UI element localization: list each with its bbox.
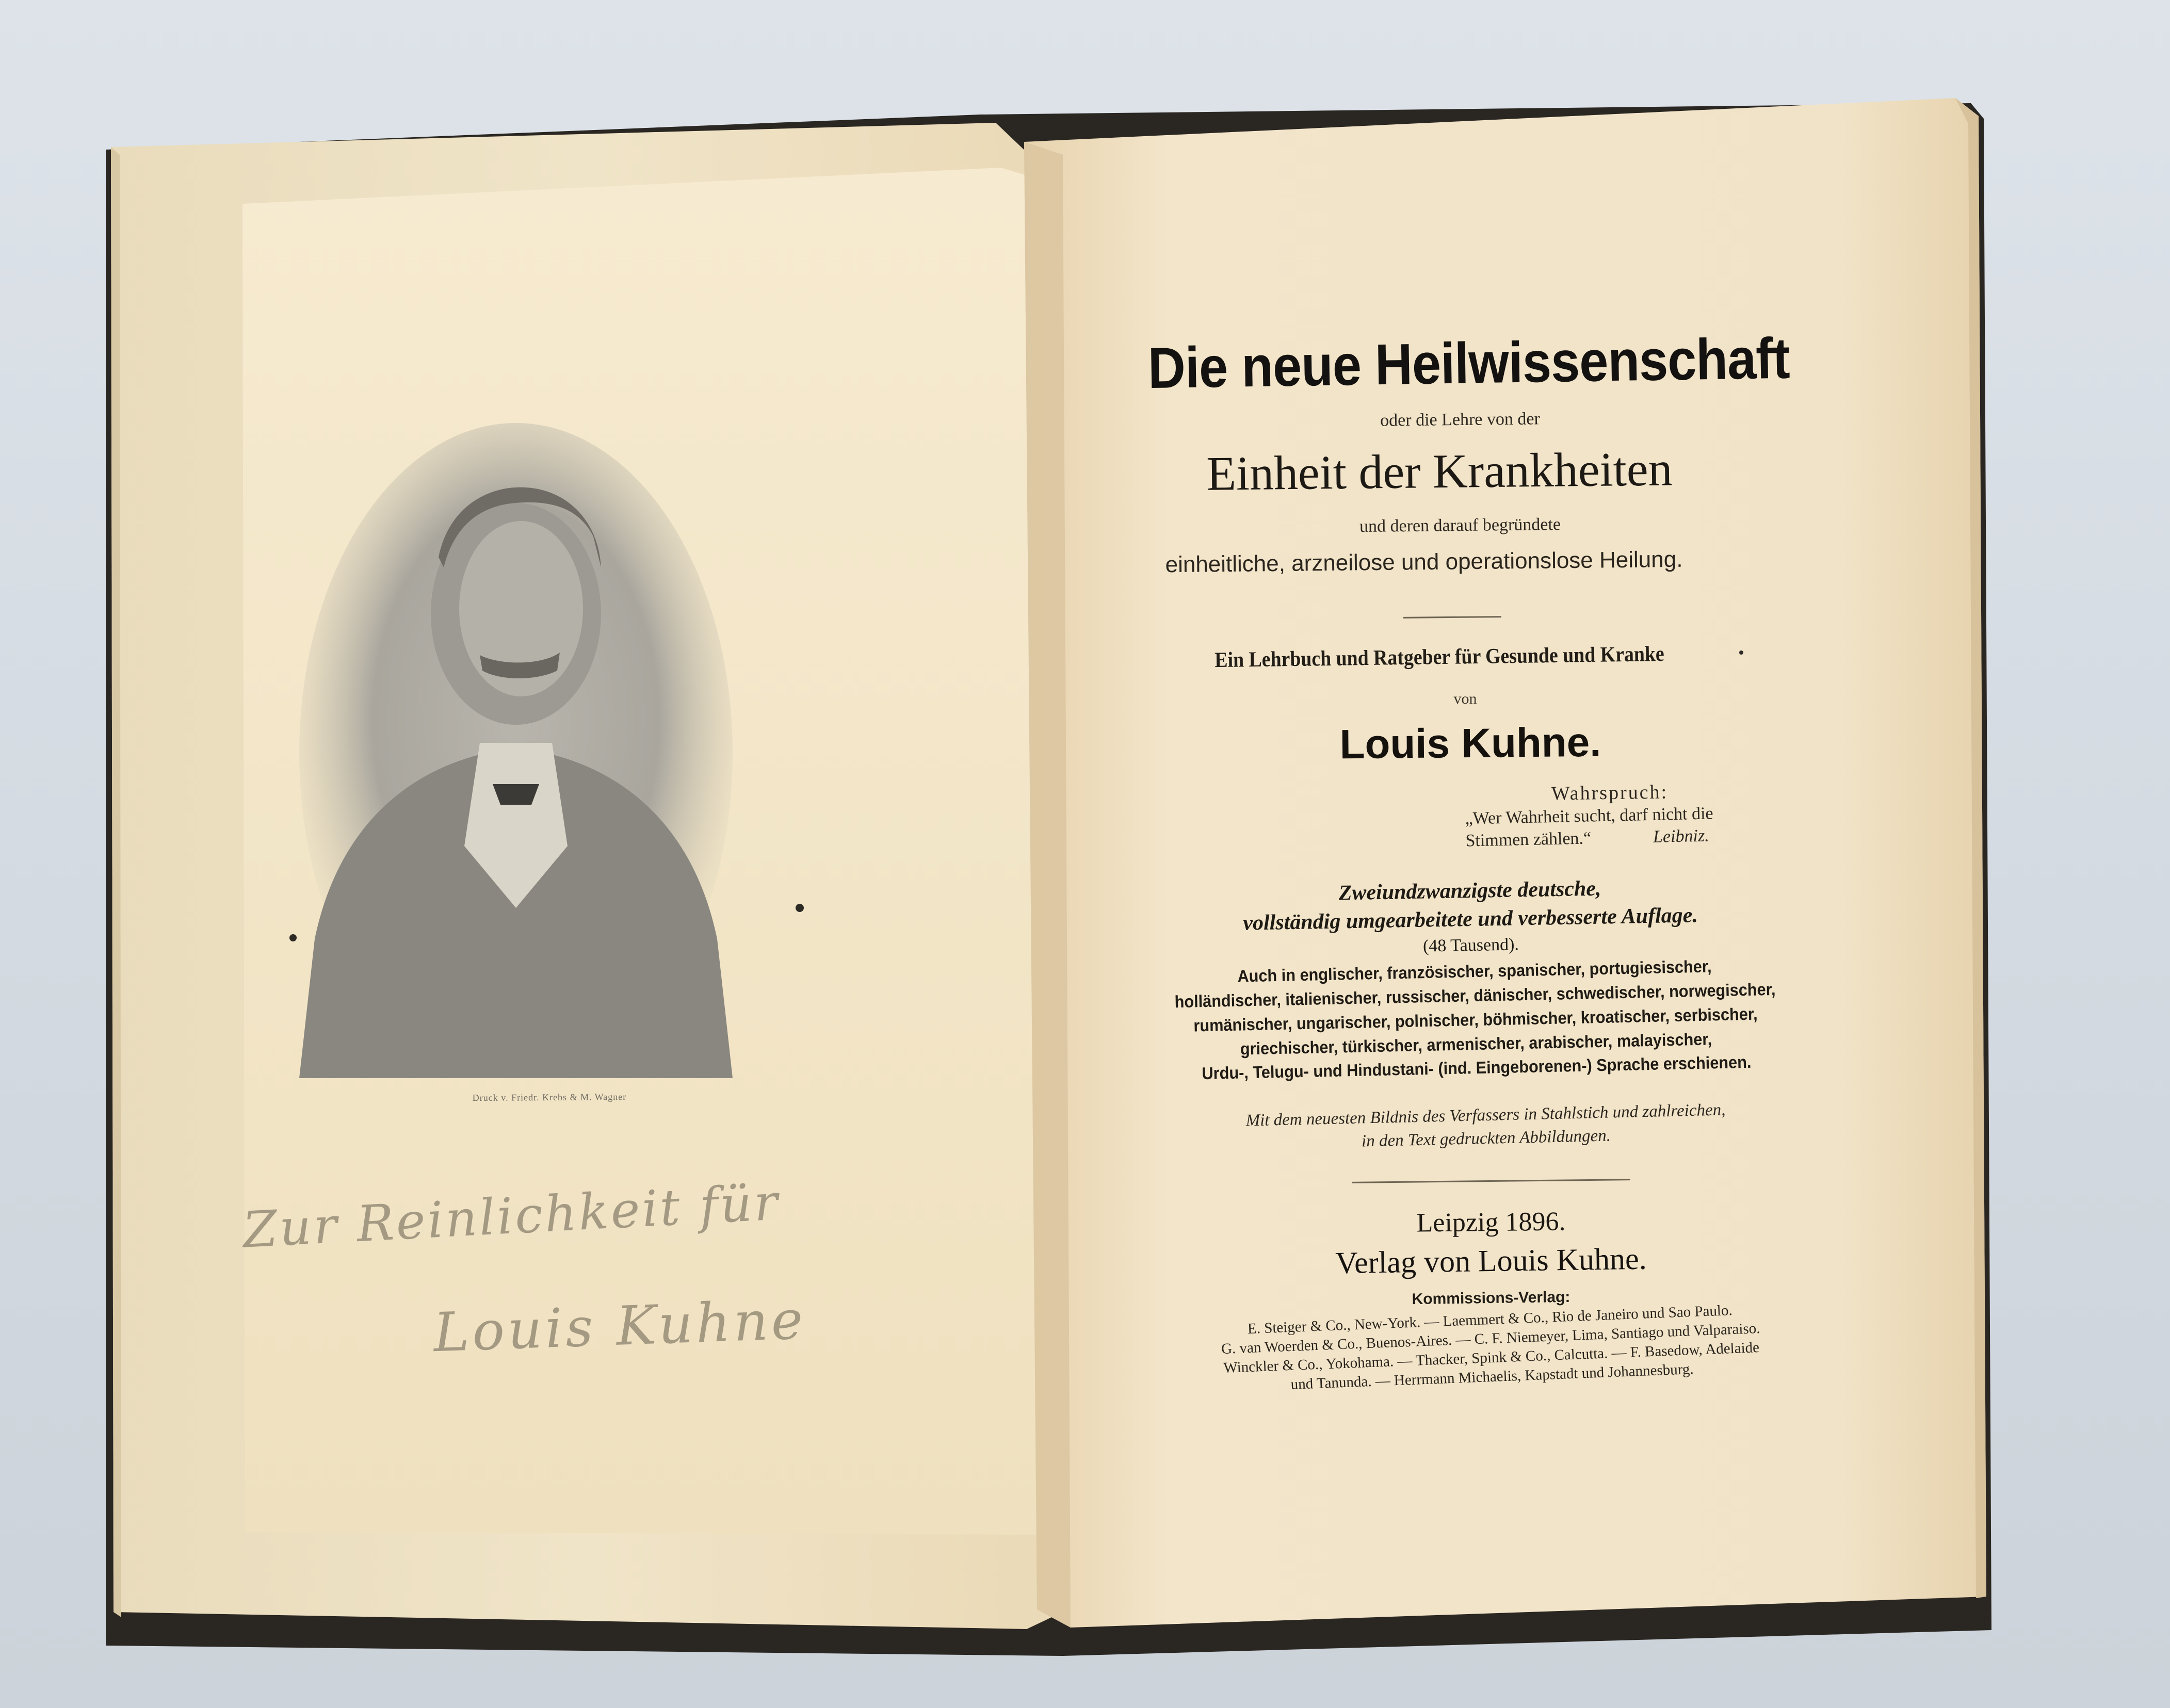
- handwritten-inscription: Zur Reinlichkeit für: [241, 1173, 781, 1259]
- portrait-engraver-caption: Druck v. Friedr. Krebs & M. Wagner: [472, 1091, 627, 1103]
- subtitle-line-4: Ein Lehrbuch und Ratgeber für Gesunde und Kranke: [1214, 642, 1664, 673]
- book-title: Die neue Heilwissenschaft: [1147, 326, 1790, 401]
- commission-agents: E. Steiger & Co., New-York. — Laemmert & Co., Rio de Janeiro und Sao Paulo. G. van Woerden & Co., Buenos-Aires. — C. F. Niemeyer, Lima, Santiago und Valparaiso. Winckler & Co., Yokohama. — Thacker, Spink & Co., Calcutta. — F. Basedow, Adelaide und Tanunda. — Herrmann Michaelis, Kapstadt und Johannesburg.: [1221, 1302, 1760, 1393]
- motto-quote: [1465, 802, 1786, 852]
- subtitle-line-3: einheitliche, arzneilose und operationslose Heilung.: [1165, 546, 1683, 578]
- secondary-heading: Einheit der Krankheiten: [1206, 442, 1673, 501]
- publisher: Verlag von Louis Kuhne.: [1335, 1241, 1647, 1280]
- edition-count: (48 Tausend).: [1422, 935, 1519, 956]
- motto-line-1: „Wer Wahrheit sucht, darf nicht die: [1465, 804, 1713, 828]
- edition-line-1: Zweiundzwanzigste deutsche,: [1338, 876, 1601, 905]
- place-year: Leipzig 1896.: [1416, 1207, 1566, 1238]
- by-label: von: [1453, 690, 1477, 707]
- commission-label: Kommissions-Verlag:: [1412, 1288, 1570, 1308]
- motto-line-2: Stimmen zählen.“: [1465, 828, 1592, 850]
- motto-source: Leibniz.: [1653, 826, 1710, 847]
- author-name: Louis Kuhne.: [1339, 719, 1601, 768]
- illustrations-note: Mit dem neuesten Bildnis des Verfassers in Stahlstich und zahlreichen, in den Text gedruckten Abbildungen.: [1245, 1100, 1726, 1151]
- handwritten-signature: Louis Kuhne: [432, 1288, 807, 1364]
- motto-label: Wahrspruch:: [1551, 781, 1669, 805]
- translations-note: Auch in englischer, französischer, spanischer, portugiesischer, holländischer, italienischer, russischer, dänischer, schwedischer, norwegischer, rumänischer, ungarischer, polnischer, böhmischer, kroatischer, serbischer, griechischer, türkischer, armenischer, arabischer, malayischer, Urdu-, Telugu- und Hindustani- (ind. Eingeborenen-) Sprache erschienen.: [1174, 956, 1776, 1083]
- subtitle-line-2: und deren darauf begründete: [1359, 514, 1561, 536]
- edition-line-2: vollständig umgearbeitete und verbesserte Auflage.: [1242, 903, 1698, 936]
- subtitle-line-1: oder die Lehre von der: [1380, 409, 1540, 430]
- edition-statement: [1155, 871, 1786, 963]
